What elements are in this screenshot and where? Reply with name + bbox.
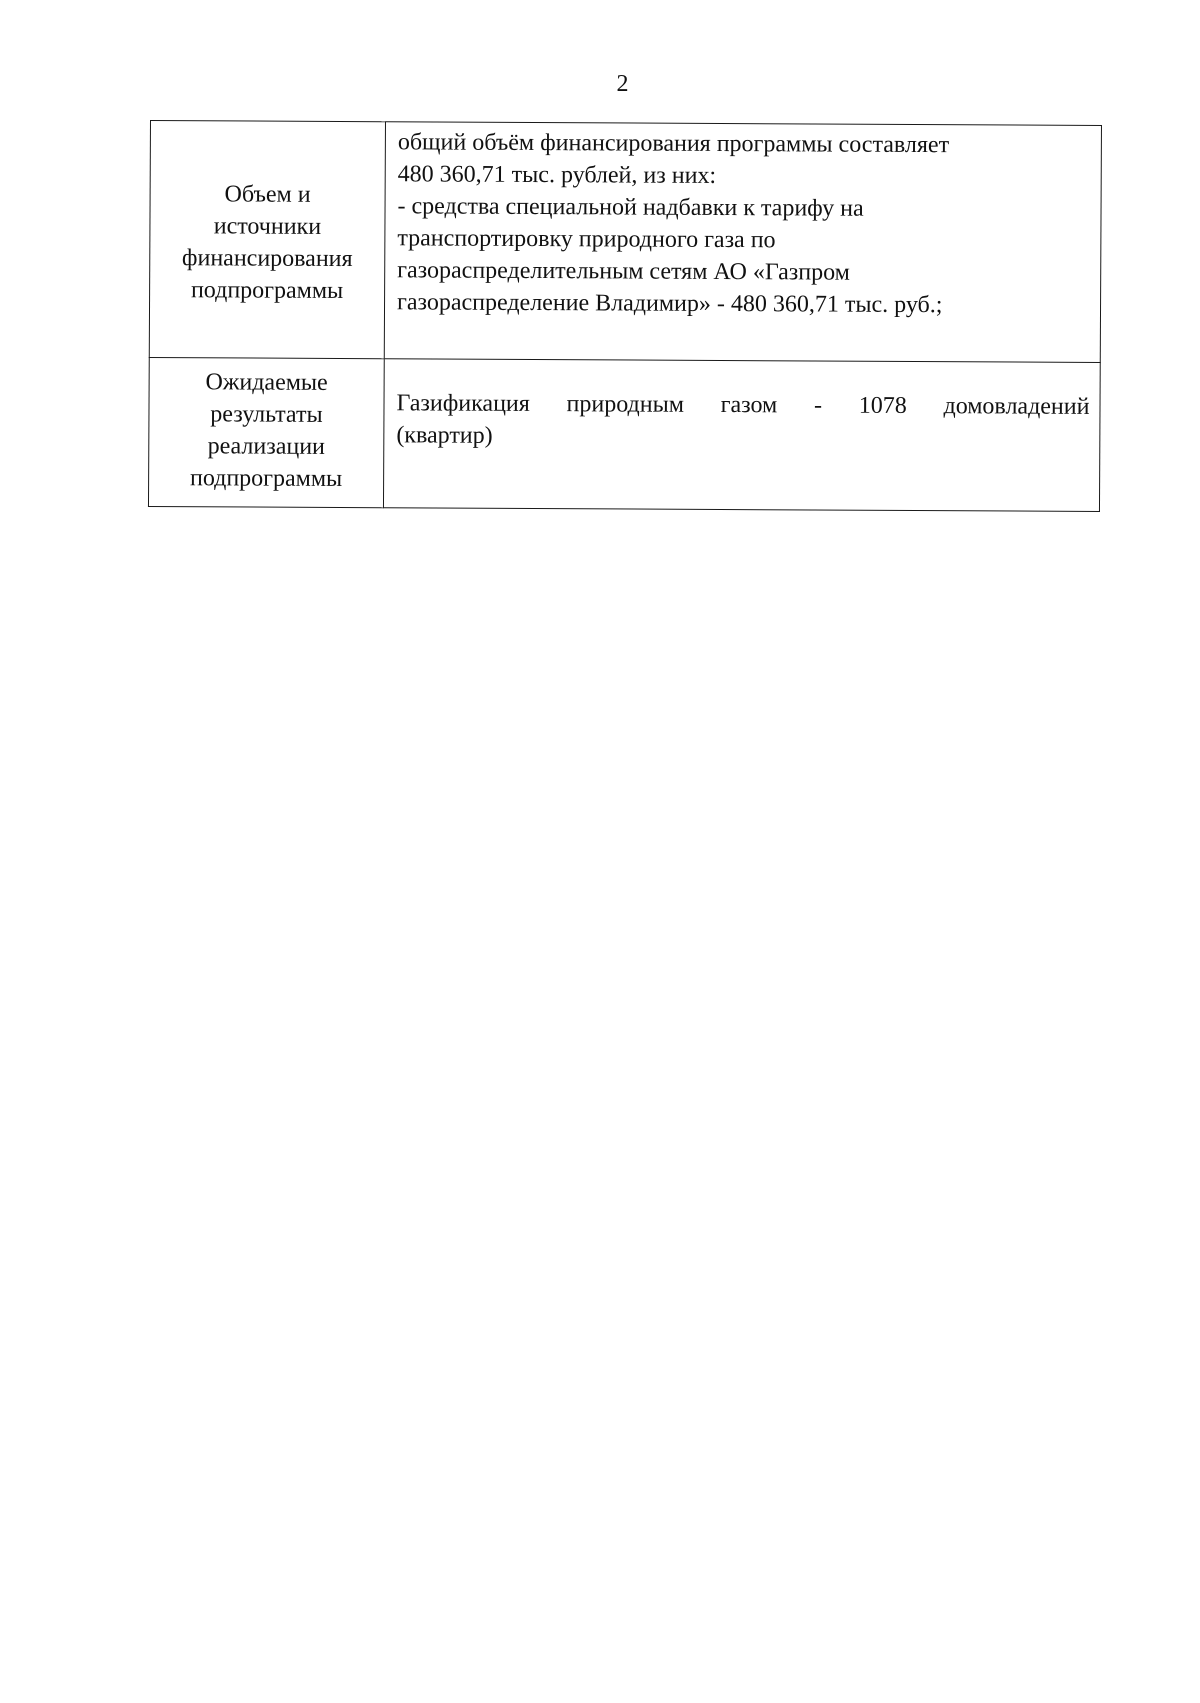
row-label-line: финансирования bbox=[181, 245, 353, 273]
row-label-line: источники bbox=[213, 213, 322, 240]
row-value-line: 480 360,71 тыс. рублей, из них: bbox=[397, 161, 717, 189]
row-label-line: подпрограммы bbox=[189, 465, 343, 493]
row-label-line: результаты bbox=[210, 401, 323, 428]
row-label-line: реализации bbox=[207, 433, 325, 460]
row-value-line: газораспределение Владимир» - 480 360,71 тыс. руб.; bbox=[396, 289, 943, 319]
results-label-cell bbox=[148, 357, 384, 507]
row-value-line: газораспределительным сетям АО «Газпром bbox=[397, 257, 850, 286]
row-value-line: транспортировку природного газа по bbox=[397, 225, 776, 254]
row-value-line: общий объём финансирования программы составляет bbox=[397, 129, 950, 159]
row-value-line: - средства специальной надбавки к тарифу на bbox=[397, 193, 864, 222]
results-value-cell bbox=[383, 359, 1100, 512]
row-label-line: подпрограммы bbox=[190, 277, 344, 305]
table-row-financing bbox=[149, 121, 1101, 363]
row-value-line: (квартир) bbox=[396, 422, 493, 449]
financing-value-cell bbox=[384, 122, 1101, 363]
financing-label-cell bbox=[149, 121, 385, 359]
table-row-results bbox=[148, 357, 1100, 511]
row-label-line: Ожидаемые bbox=[205, 369, 328, 396]
row-label-line: Объем и bbox=[224, 181, 311, 208]
row-value-line: Газификация природным газом - 1078 домовладений bbox=[396, 390, 1090, 420]
page-number: 2 bbox=[616, 71, 629, 97]
passport-table bbox=[148, 120, 1102, 512]
